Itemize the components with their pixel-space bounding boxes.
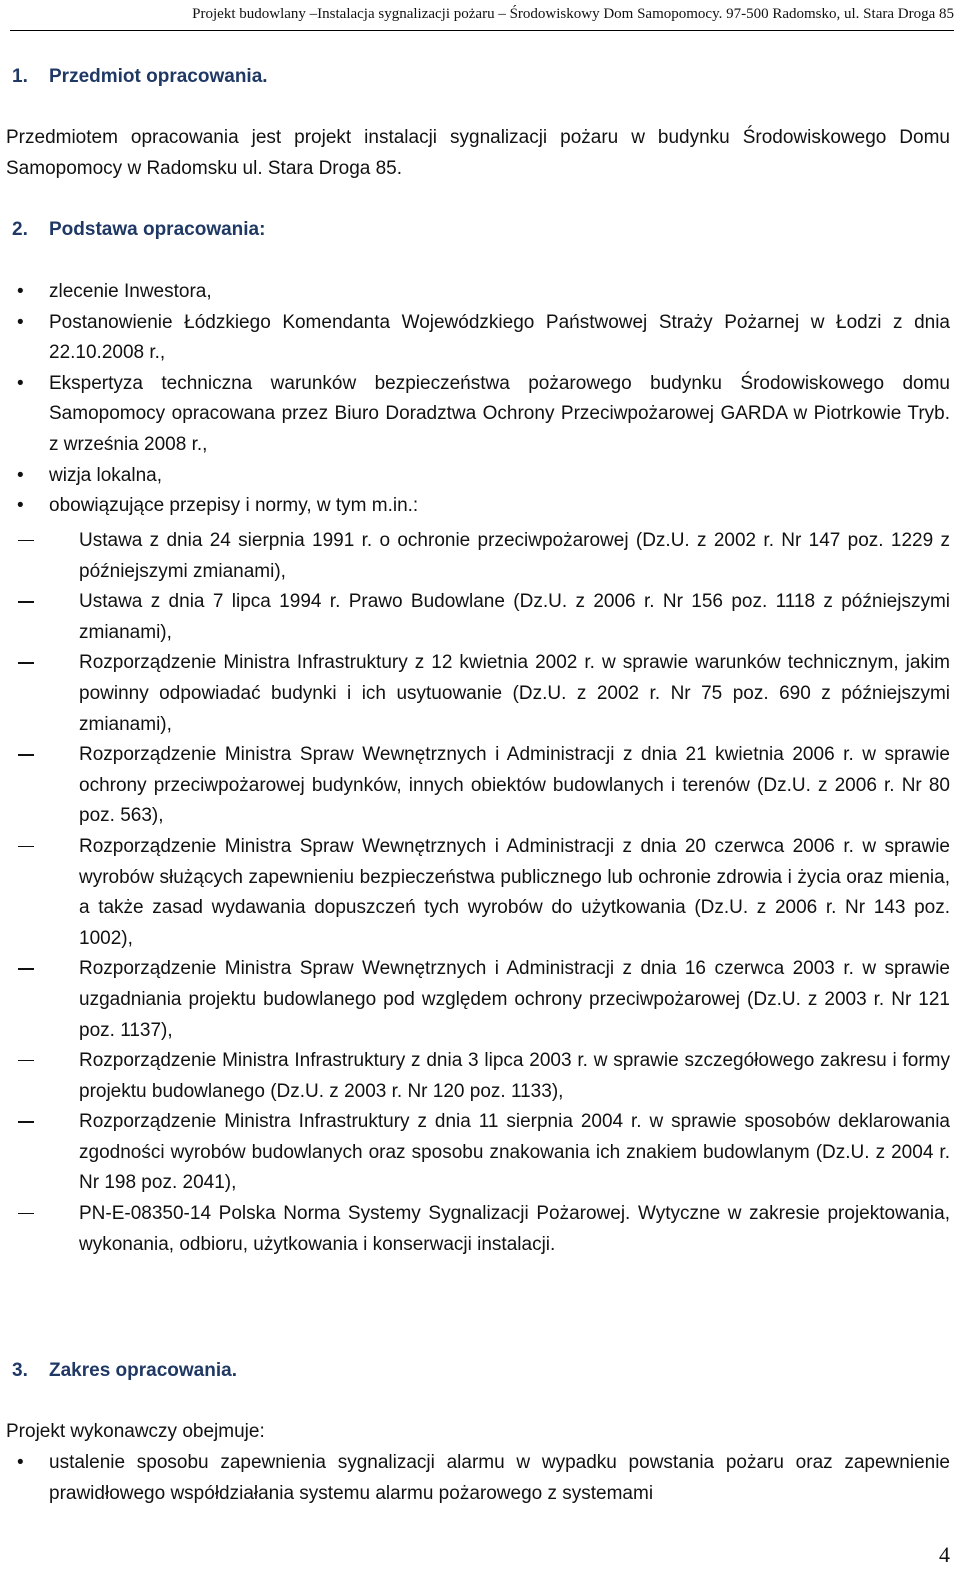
section-1-title: Przedmiot opracowania. — [49, 66, 268, 87]
section-1-heading — [12, 62, 268, 93]
list-item: Rozporządzenie Ministra Spraw Wewnętrznych i Administracji z dnia 21 kwietnia 2006 r. w sprawie ochrony przeciwpożarowej budynków, innych obiektów budowlanych i terenów (Dz.U. z 2006 r. Nr 80 poz. 563), — [6, 740, 950, 832]
running-header: Projekt budowlany –Instalacja sygnalizacji pożaru – Środowiskowy Dom Samopomocy. 97-500 Radomsko, ul. Stara Droga 85 — [10, 2, 954, 31]
dash-icon — [18, 601, 34, 602]
list-item: • zlecenie Inwestora, — [6, 277, 950, 308]
list-item: Rozporządzenie Ministra Spraw Wewnętrznych i Administracji z dnia 16 czerwca 2003 r. w sprawie uzgadniania projektu budowlanego pod względem ochrony przeciwpożarowej (Dz.U. z 2003 r. Nr 121 poz. 1137), — [6, 954, 950, 1046]
section-3-intro: Projekt wykonawczy obejmuje: — [6, 1421, 265, 1442]
list-item: Rozporządzenie Ministra Infrastruktury z dnia 3 lipca 2003 r. w sprawie szczegółowego zakresu i formy projektu budowlanego (Dz.U. z 2003 r. Nr 120 poz. 1133), — [6, 1046, 950, 1107]
bullet-icon: • — [17, 495, 24, 517]
bullet-icon: • — [17, 281, 24, 302]
section-1-number: 1. — [12, 66, 28, 87]
list-item: PN-E-08350-14 Polska Norma Systemy Sygnalizacji Pożarowej. Wytyczne w zakresie projektowania, wykonania, odbioru, użytkowania i konserwacji instalacji. — [6, 1199, 950, 1260]
list-item: • obowiązujące przepisy i normy, w tym m.in.: — [6, 491, 950, 522]
section-2-title: Podstawa opracowania: — [49, 219, 266, 240]
list-item: • wizja lokalna, — [6, 461, 950, 492]
bullet-icon: • — [17, 311, 24, 333]
regulations-dash-list — [6, 526, 950, 1260]
dash-icon — [18, 1213, 34, 1214]
page-number: 4 — [939, 1542, 950, 1567]
section-3-number: 3. — [12, 1360, 28, 1381]
dash-icon — [18, 968, 34, 969]
dash-icon — [18, 662, 34, 663]
list-item: Ustawa z dnia 7 lipca 1994 r. Prawo Budowlane (Dz.U. z 2006 r. Nr 156 poz. 1118 z późniejszymi zmianami), — [6, 587, 950, 648]
bullet-icon: • — [17, 464, 24, 486]
section-3-title: Zakres opracowania. — [49, 1360, 237, 1381]
list-item: Rozporządzenie Ministra Infrastruktury z dnia 11 sierpnia 2004 r. w sprawie sposobów deklarowania zgodności wyrobów budowlanych oraz sposobu znakowania ich znakiem budowlanym (Dz.U. z 2004 r. Nr 198 poz. 2041), — [6, 1107, 950, 1199]
bullet-icon: • — [17, 1452, 24, 1473]
list-item: Ustawa z dnia 24 sierpnia 1991 r. o ochronie przeciwpożarowej (Dz.U. z 2002 r. Nr 147 poz. 1229 z późniejszymi zmianami), — [6, 526, 950, 587]
section-3-heading — [12, 1356, 237, 1387]
list-item: Rozporządzenie Ministra Spraw Wewnętrznych i Administracji z dnia 20 czerwca 2006 r. w sprawie wyrobów służących zapewnieniu bezpieczeństwa publicznego lub ochronie zdrowia i życia oraz mienia, a także zasad wydawania dopuszczeń tych wyrobów do użytkowania (Dz.U. z 2006 r. Nr 143 poz. 1002), — [6, 832, 950, 954]
bullet-icon: • — [17, 372, 24, 394]
section-3-bullet-list — [6, 1448, 950, 1509]
dash-icon — [18, 540, 34, 541]
section-2-number: 2. — [12, 219, 28, 240]
list-item: Rozporządzenie Ministra Infrastruktury z 12 kwietnia 2002 r. w sprawie warunków technicznym, jakim powinny odpowiadać budynki i ich usytuowanie (Dz.U. z 2002 r. Nr 75 poz. 690 z późniejszymi zmianami), — [6, 648, 950, 740]
list-item: • Postanowienie Łódzkiego Komendanta Wojewódzkiego Państwowej Straży Pożarnej w Łodzi z dnia 22.10.2008 r., — [6, 308, 950, 369]
section-2-heading — [12, 215, 265, 246]
section-2-bullet-list — [6, 277, 950, 522]
list-item: • Ekspertyza techniczna warunków bezpieczeństwa pożarowego budynku Środowiskowego domu Samopomocy opracowana przez Biuro Doradztwa Ochrony Przeciwpożarowej GARDA w Piotrkowie Tryb. z września 2008 r., — [6, 369, 950, 461]
dash-icon — [18, 1060, 34, 1061]
dash-icon — [18, 754, 34, 755]
section-1-paragraph: Przedmiotem opracowania jest projekt instalacji sygnalizacji pożaru w budynku Środowiskowego Domu Samopomocy w Radomsku ul. Stara Droga 85. — [6, 127, 950, 179]
list-item: • ustalenie sposobu zapewnienia sygnalizacji alarmu w wypadku powstania pożaru oraz zapewnienie prawidłowego współdziałania systemu alarmu pożarowego z systemami — [6, 1448, 950, 1509]
dash-icon — [18, 846, 34, 847]
dash-icon — [18, 1121, 34, 1122]
